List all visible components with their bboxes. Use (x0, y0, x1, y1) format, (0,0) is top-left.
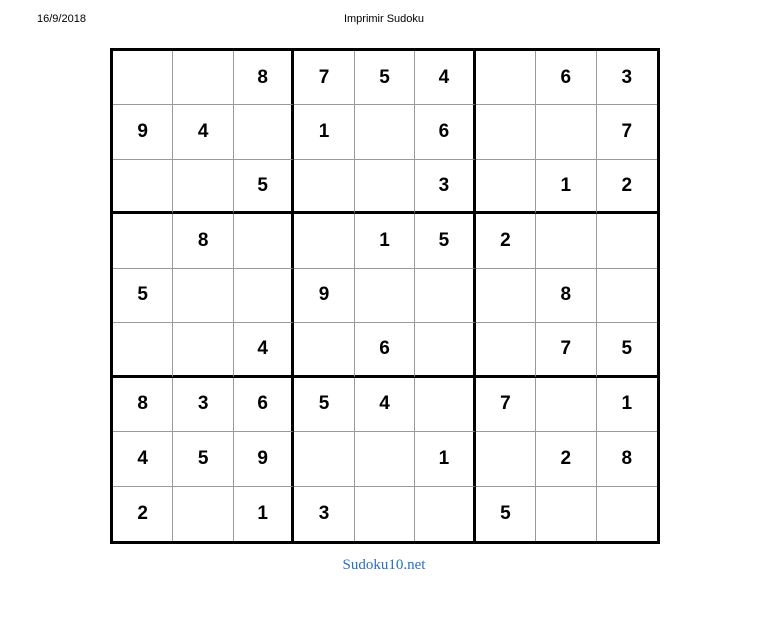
sudoku-cell: 4 (113, 432, 173, 486)
sudoku10-link[interactable]: Sudoku10.net (342, 557, 426, 573)
sudoku-cell: 1 (234, 487, 294, 541)
sudoku-cell (173, 323, 233, 377)
sudoku-cell (294, 323, 354, 377)
sudoku-cell: 1 (415, 432, 475, 486)
sudoku-cell: 1 (294, 105, 354, 159)
sudoku-cell (355, 160, 415, 214)
sudoku-cell: 5 (415, 214, 475, 268)
sudoku-cell: 5 (113, 269, 173, 323)
sudoku-cell: 4 (234, 323, 294, 377)
sudoku-cell (476, 105, 536, 159)
sudoku-cell: 3 (294, 487, 354, 541)
sudoku-cell (234, 214, 294, 268)
sudoku-cell (415, 378, 475, 432)
sudoku-cell: 8 (597, 432, 657, 486)
sudoku-cell: 8 (113, 378, 173, 432)
sudoku-cell: 5 (173, 432, 233, 486)
sudoku-cell (113, 214, 173, 268)
sudoku-cell: 7 (597, 105, 657, 159)
sudoku-cell (173, 160, 233, 214)
sudoku-cell (234, 105, 294, 159)
sudoku-cell (597, 269, 657, 323)
sudoku-cell (294, 432, 354, 486)
sudoku-cell (415, 269, 475, 323)
sudoku-cell: 9 (234, 432, 294, 486)
sudoku-cell (536, 214, 596, 268)
sudoku-cell (597, 214, 657, 268)
sudoku-cell (536, 105, 596, 159)
sudoku-cell: 1 (536, 160, 596, 214)
sudoku-cell: 2 (597, 160, 657, 214)
sudoku-cell (173, 487, 233, 541)
sudoku-cell: 9 (294, 269, 354, 323)
sudoku-cell (536, 487, 596, 541)
sudoku-cell: 6 (415, 105, 475, 159)
sudoku-cell: 3 (173, 378, 233, 432)
sudoku-cell (476, 432, 536, 486)
sudoku-cell: 8 (536, 269, 596, 323)
sudoku-cell (113, 51, 173, 105)
sudoku-cell (597, 487, 657, 541)
sudoku-cell: 8 (234, 51, 294, 105)
sudoku-cell: 7 (476, 378, 536, 432)
sudoku-cell: 4 (355, 378, 415, 432)
sudoku-cell (476, 323, 536, 377)
sudoku-cell (476, 160, 536, 214)
sudoku-cell: 7 (536, 323, 596, 377)
sudoku-cell: 4 (415, 51, 475, 105)
page-title: Imprimir Sudoku (343, 13, 425, 25)
sudoku-cell: 7 (294, 51, 354, 105)
sudoku-cell: 4 (173, 105, 233, 159)
sudoku-cell: 2 (476, 214, 536, 268)
sudoku-cell: 2 (113, 487, 173, 541)
sudoku-cell: 5 (234, 160, 294, 214)
sudoku-cell: 6 (234, 378, 294, 432)
sudoku-cell (355, 269, 415, 323)
sudoku-cell (113, 323, 173, 377)
sudoku-cell: 1 (597, 378, 657, 432)
sudoku-cell (536, 378, 596, 432)
sudoku-cell (355, 487, 415, 541)
sudoku-cell (173, 269, 233, 323)
sudoku-cell: 5 (294, 378, 354, 432)
sudoku-cell (173, 51, 233, 105)
print-date: 16/9/2018 (37, 13, 86, 25)
sudoku-grid (110, 48, 660, 544)
sudoku-cell: 3 (597, 51, 657, 105)
sudoku-cell: 5 (597, 323, 657, 377)
sudoku-cell (415, 323, 475, 377)
sudoku-cell (113, 160, 173, 214)
sudoku-cell (476, 269, 536, 323)
sudoku-cell (294, 214, 354, 268)
sudoku-cell: 5 (476, 487, 536, 541)
sudoku-cell: 3 (415, 160, 475, 214)
sudoku-cell (476, 51, 536, 105)
sudoku-cell: 6 (536, 51, 596, 105)
sudoku-cell: 2 (536, 432, 596, 486)
sudoku-cell: 8 (173, 214, 233, 268)
sudoku-cell: 9 (113, 105, 173, 159)
sudoku-cell (415, 487, 475, 541)
sudoku-cell (355, 105, 415, 159)
sudoku-cell (234, 269, 294, 323)
sudoku-cell (294, 160, 354, 214)
sudoku-cell: 1 (355, 214, 415, 268)
sudoku-cell: 6 (355, 323, 415, 377)
sudoku-cell: 5 (355, 51, 415, 105)
sudoku-cell (355, 432, 415, 486)
